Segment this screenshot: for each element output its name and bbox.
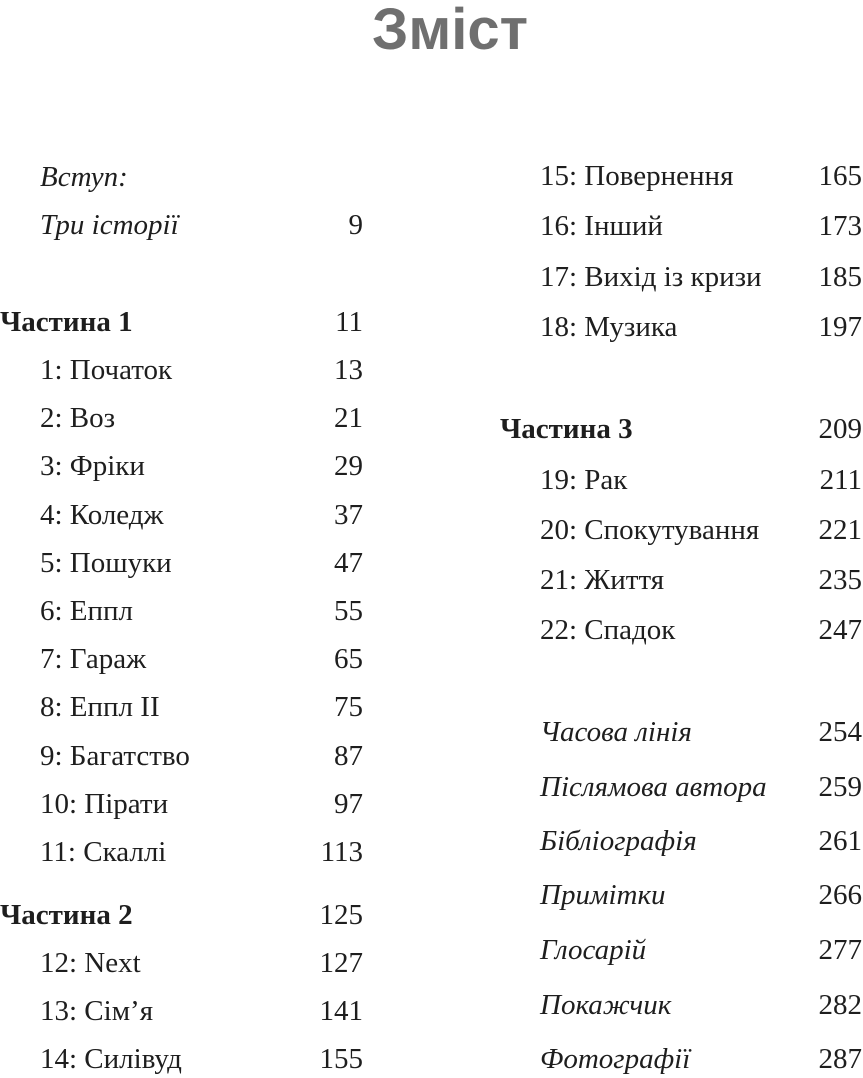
toc-entry-page: 13	[334, 354, 363, 386]
toc-entry-page: 211	[819, 464, 862, 496]
toc-entry-label: 21: Життя	[540, 564, 665, 596]
toc-entry-page: 55	[334, 595, 363, 627]
toc-entry-page: 254	[818, 716, 862, 748]
toc-entry-page: 173	[818, 210, 862, 242]
toc-entry-label: 7: Гараж	[40, 643, 147, 675]
toc-entry-label: 11: Скаллі	[40, 836, 167, 868]
toc-entry-label: Часова лінія	[540, 716, 692, 748]
toc-entry-page: 11	[335, 306, 363, 338]
toc-entry-label: Покажчик	[540, 989, 672, 1021]
toc-entry-label: 9: Багатство	[40, 740, 190, 772]
toc-entry-page: 282	[818, 989, 862, 1021]
toc-entry-label: 10: Пірати	[40, 788, 169, 820]
toc-entry-page: 221	[818, 514, 862, 546]
toc-entry-label: 20: Спокутування	[540, 514, 760, 546]
toc-entry-page: 259	[818, 771, 862, 803]
toc-entry-page: 277	[818, 934, 862, 966]
toc-entry-label: 16: Інший	[540, 210, 663, 242]
toc-entry-label: 19: Рак	[540, 464, 628, 496]
toc-entry-label: 18: Музика	[540, 311, 678, 343]
toc-entry-label: 1: Початок	[40, 354, 173, 386]
toc-entry-label: Вступ:	[40, 161, 128, 193]
toc-entry-page: 287	[818, 1043, 862, 1075]
toc-entry-label: 13: Сім’я	[40, 995, 154, 1027]
toc-entry-label: Фотографії	[540, 1043, 691, 1075]
toc-entry-page: 87	[334, 740, 363, 772]
toc-entry-label: Примітки	[540, 879, 666, 911]
toc-entry-page: 75	[334, 691, 363, 723]
toc-entry-label: 5: Пошуки	[40, 547, 172, 579]
toc-entry-page: 21	[334, 402, 363, 434]
toc-entry-label: 6: Еппл	[40, 595, 134, 627]
toc-entry-label: 4: Коледж	[40, 499, 164, 531]
toc-entry-label: 2: Воз	[40, 402, 116, 434]
toc-entry-label: 14: Силівуд	[40, 1043, 182, 1075]
toc-entry-label: 3: Фріки	[40, 450, 145, 482]
toc-entry-page: 209	[818, 413, 862, 445]
toc-entry-page: 29	[334, 450, 363, 482]
toc-entry-page: 97	[334, 788, 363, 820]
toc-entry-page: 37	[334, 499, 363, 531]
toc-entry-page: 155	[319, 1043, 363, 1075]
toc-entry-page: 261	[818, 825, 862, 857]
toc-entry-label: 22: Спадок	[540, 614, 676, 646]
toc-entry-page: 197	[818, 311, 862, 343]
toc-entry-label: Бібліографія	[540, 825, 697, 857]
toc-entry-label: 15: Повернення	[540, 160, 734, 192]
toc-entry-page: 127	[319, 947, 363, 979]
toc-part-label: Частина 3	[500, 413, 633, 445]
toc-entry-page: 247	[818, 614, 862, 646]
toc-part-label: Частина 1	[0, 306, 133, 338]
toc-part-label: Частина 2	[0, 899, 133, 931]
toc-entry-page: 47	[334, 547, 363, 579]
toc-entry-label: 8: Еппл II	[40, 691, 160, 723]
toc-entry-page: 113	[320, 836, 363, 868]
toc-entry-page: 165	[818, 160, 862, 192]
toc-entry-page: 125	[319, 899, 363, 931]
toc-entry-label: Три історії	[40, 209, 179, 241]
page-title: Зміст	[371, 0, 529, 62]
toc-entry-page: 9	[348, 209, 363, 241]
toc-entry-page: 185	[818, 261, 862, 293]
toc-entry-label: Глосарій	[540, 934, 647, 966]
toc-entry-page: 141	[319, 995, 363, 1027]
toc-entry-page: 266	[818, 879, 862, 911]
toc-entry-label: 17: Вихід із кризи	[540, 261, 762, 293]
toc-entry-label: Післямова автора	[540, 771, 767, 803]
toc-entry-page: 235	[818, 564, 862, 596]
toc-entry-label: 12: Next	[40, 947, 141, 979]
toc-entry-page: 65	[334, 643, 363, 675]
